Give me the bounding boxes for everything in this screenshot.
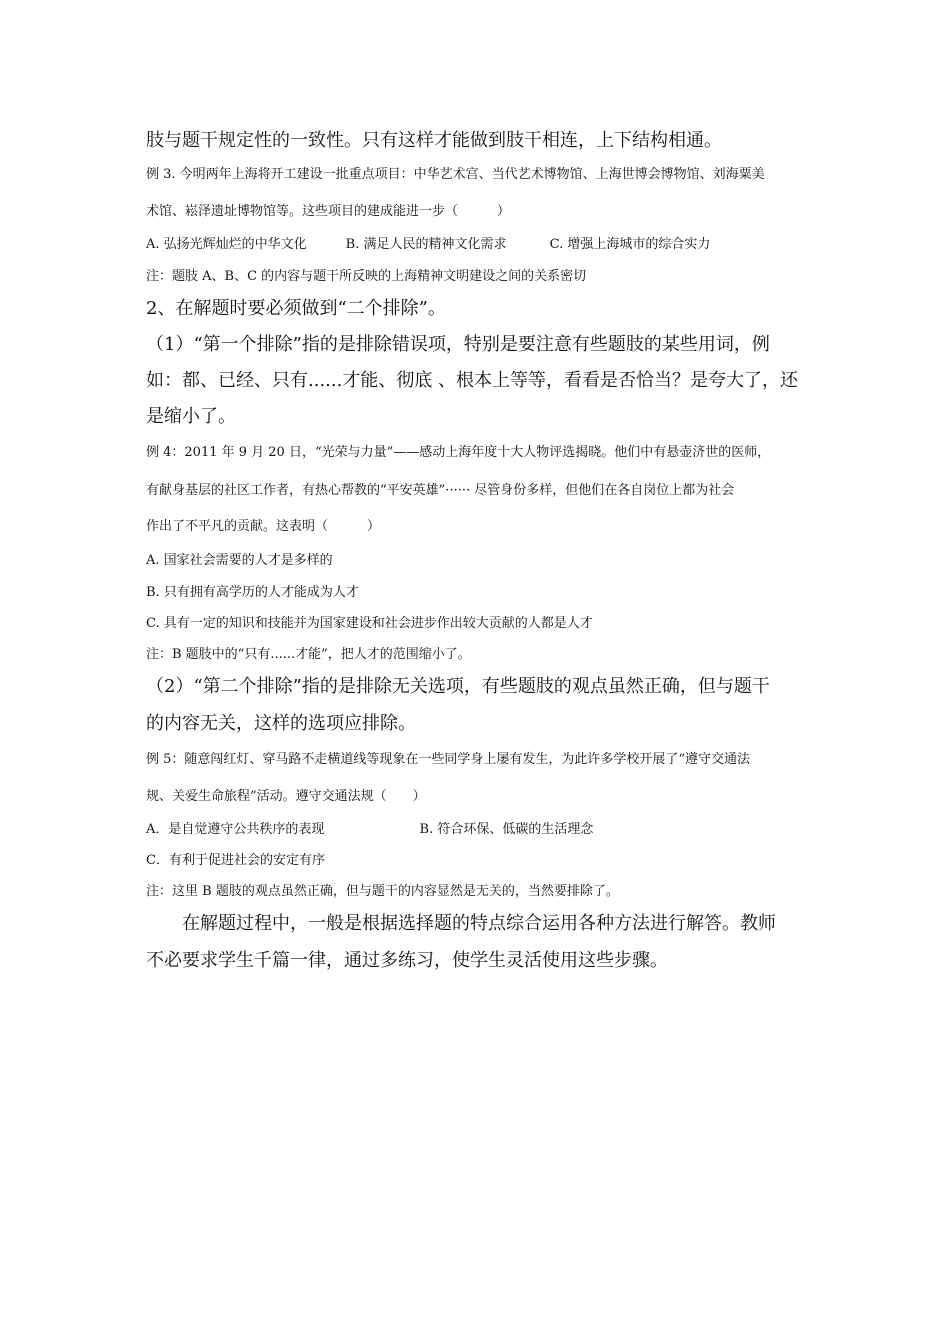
example-5-option-c: C．有利于促进社会的安定有序	[146, 853, 325, 868]
example-4-question-line-1: 例 4：2011 年 9 月 20 日，“光荣与力量”——感动上海年度十大人物评选揭晓。他们中有悬壶济世的医师，	[146, 445, 771, 460]
exclusion-1-line-2: 如：都、已经、只有......才能、彻底 、根本上等等，看看是否恰当？是夸大了，还	[146, 370, 799, 391]
example-3-question-line-2: 术馆、崧泽遗址博物馆等。这些项目的建成能进一步（ ）	[146, 204, 511, 219]
exclusion-2-line-1: （2）“第二个排除”指的是排除无关选项，有些题肢的观点虽然正确，但与题干	[146, 676, 770, 697]
paragraph-line: 肢与题干规定性的一致性。只有这样才能做到肢干相连，上下结构相通。	[146, 130, 722, 151]
example-4-option-b: B. 只有拥有高学历的人才能成为人才	[146, 585, 359, 600]
example-5-question-line-1: 例 5：随意闯红灯、穿马路不走横道线等现象在一些同学身上屡有发生，为此许多学校开展了“遵守交通法	[146, 752, 751, 767]
example-4-option-c: C. 具有一定的知识和技能并为国家建设和社会进步作出较大贡献的人都是人才	[146, 616, 593, 631]
example-5-options-a-b: A．是自觉遵守公共秩序的表现 B. 符合环保、低碳的生活理念	[146, 822, 594, 837]
exclusion-1-line-1: （1）“第一个排除”指的是排除错误项，特别是要注意有些题肢的某些用词，例	[146, 334, 770, 355]
conclusion-line-2: 不必要求学生千篇一律，通过多练习，使学生灵活使用这些步骤。	[146, 950, 668, 971]
example-4-option-a: A. 国家社会需要的人才是多样的	[146, 553, 333, 568]
example-5-note: 注：这里 B 题肢的观点虽然正确，但与题干的内容显然是无关的，当然要排除了。	[146, 884, 619, 899]
section-heading-2: 2、在解题时要必须做到“二个排除”。	[146, 298, 446, 319]
exclusion-1-line-3: 是缩小了。	[146, 406, 236, 427]
example-4-question-line-2: 有献身基层的社区工作者，有热心帮教的“平安英雄”······ 尽管身份多样，但他们在各自岗位上都为社会	[146, 483, 735, 498]
example-4-question-line-3: 作出了不平凡的贡献。这表明（ ）	[146, 519, 381, 534]
conclusion-line-1: 在解题过程中，一般是根据选择题的特点综合运用各种方法进行解答。教师	[146, 913, 776, 934]
example-3-options: A. 弘扬光辉灿烂的中华文化 B. 满足人民的精神文化需求 C. 增强上海城市的综合实力	[146, 237, 711, 252]
exclusion-2-line-2: 的内容无关，这样的选项应排除。	[146, 713, 416, 734]
example-3-note: 注：题肢 A、B、C 的内容与题干所反映的上海精神文明建设之间的关系密切	[146, 269, 587, 284]
example-4-note: 注：B 题肢中的“只有......才能”，把人才的范围缩小了。	[146, 647, 471, 662]
example-3-question-line-1: 例 3. 今明两年上海将开工建设一批重点项目：中华艺术宫、当代艺术博物馆、上海世博会博物馆、刘海粟美	[146, 167, 765, 182]
example-5-question-line-2: 规、关爱生命旅程”活动。遵守交通法规（ ）	[146, 789, 426, 804]
